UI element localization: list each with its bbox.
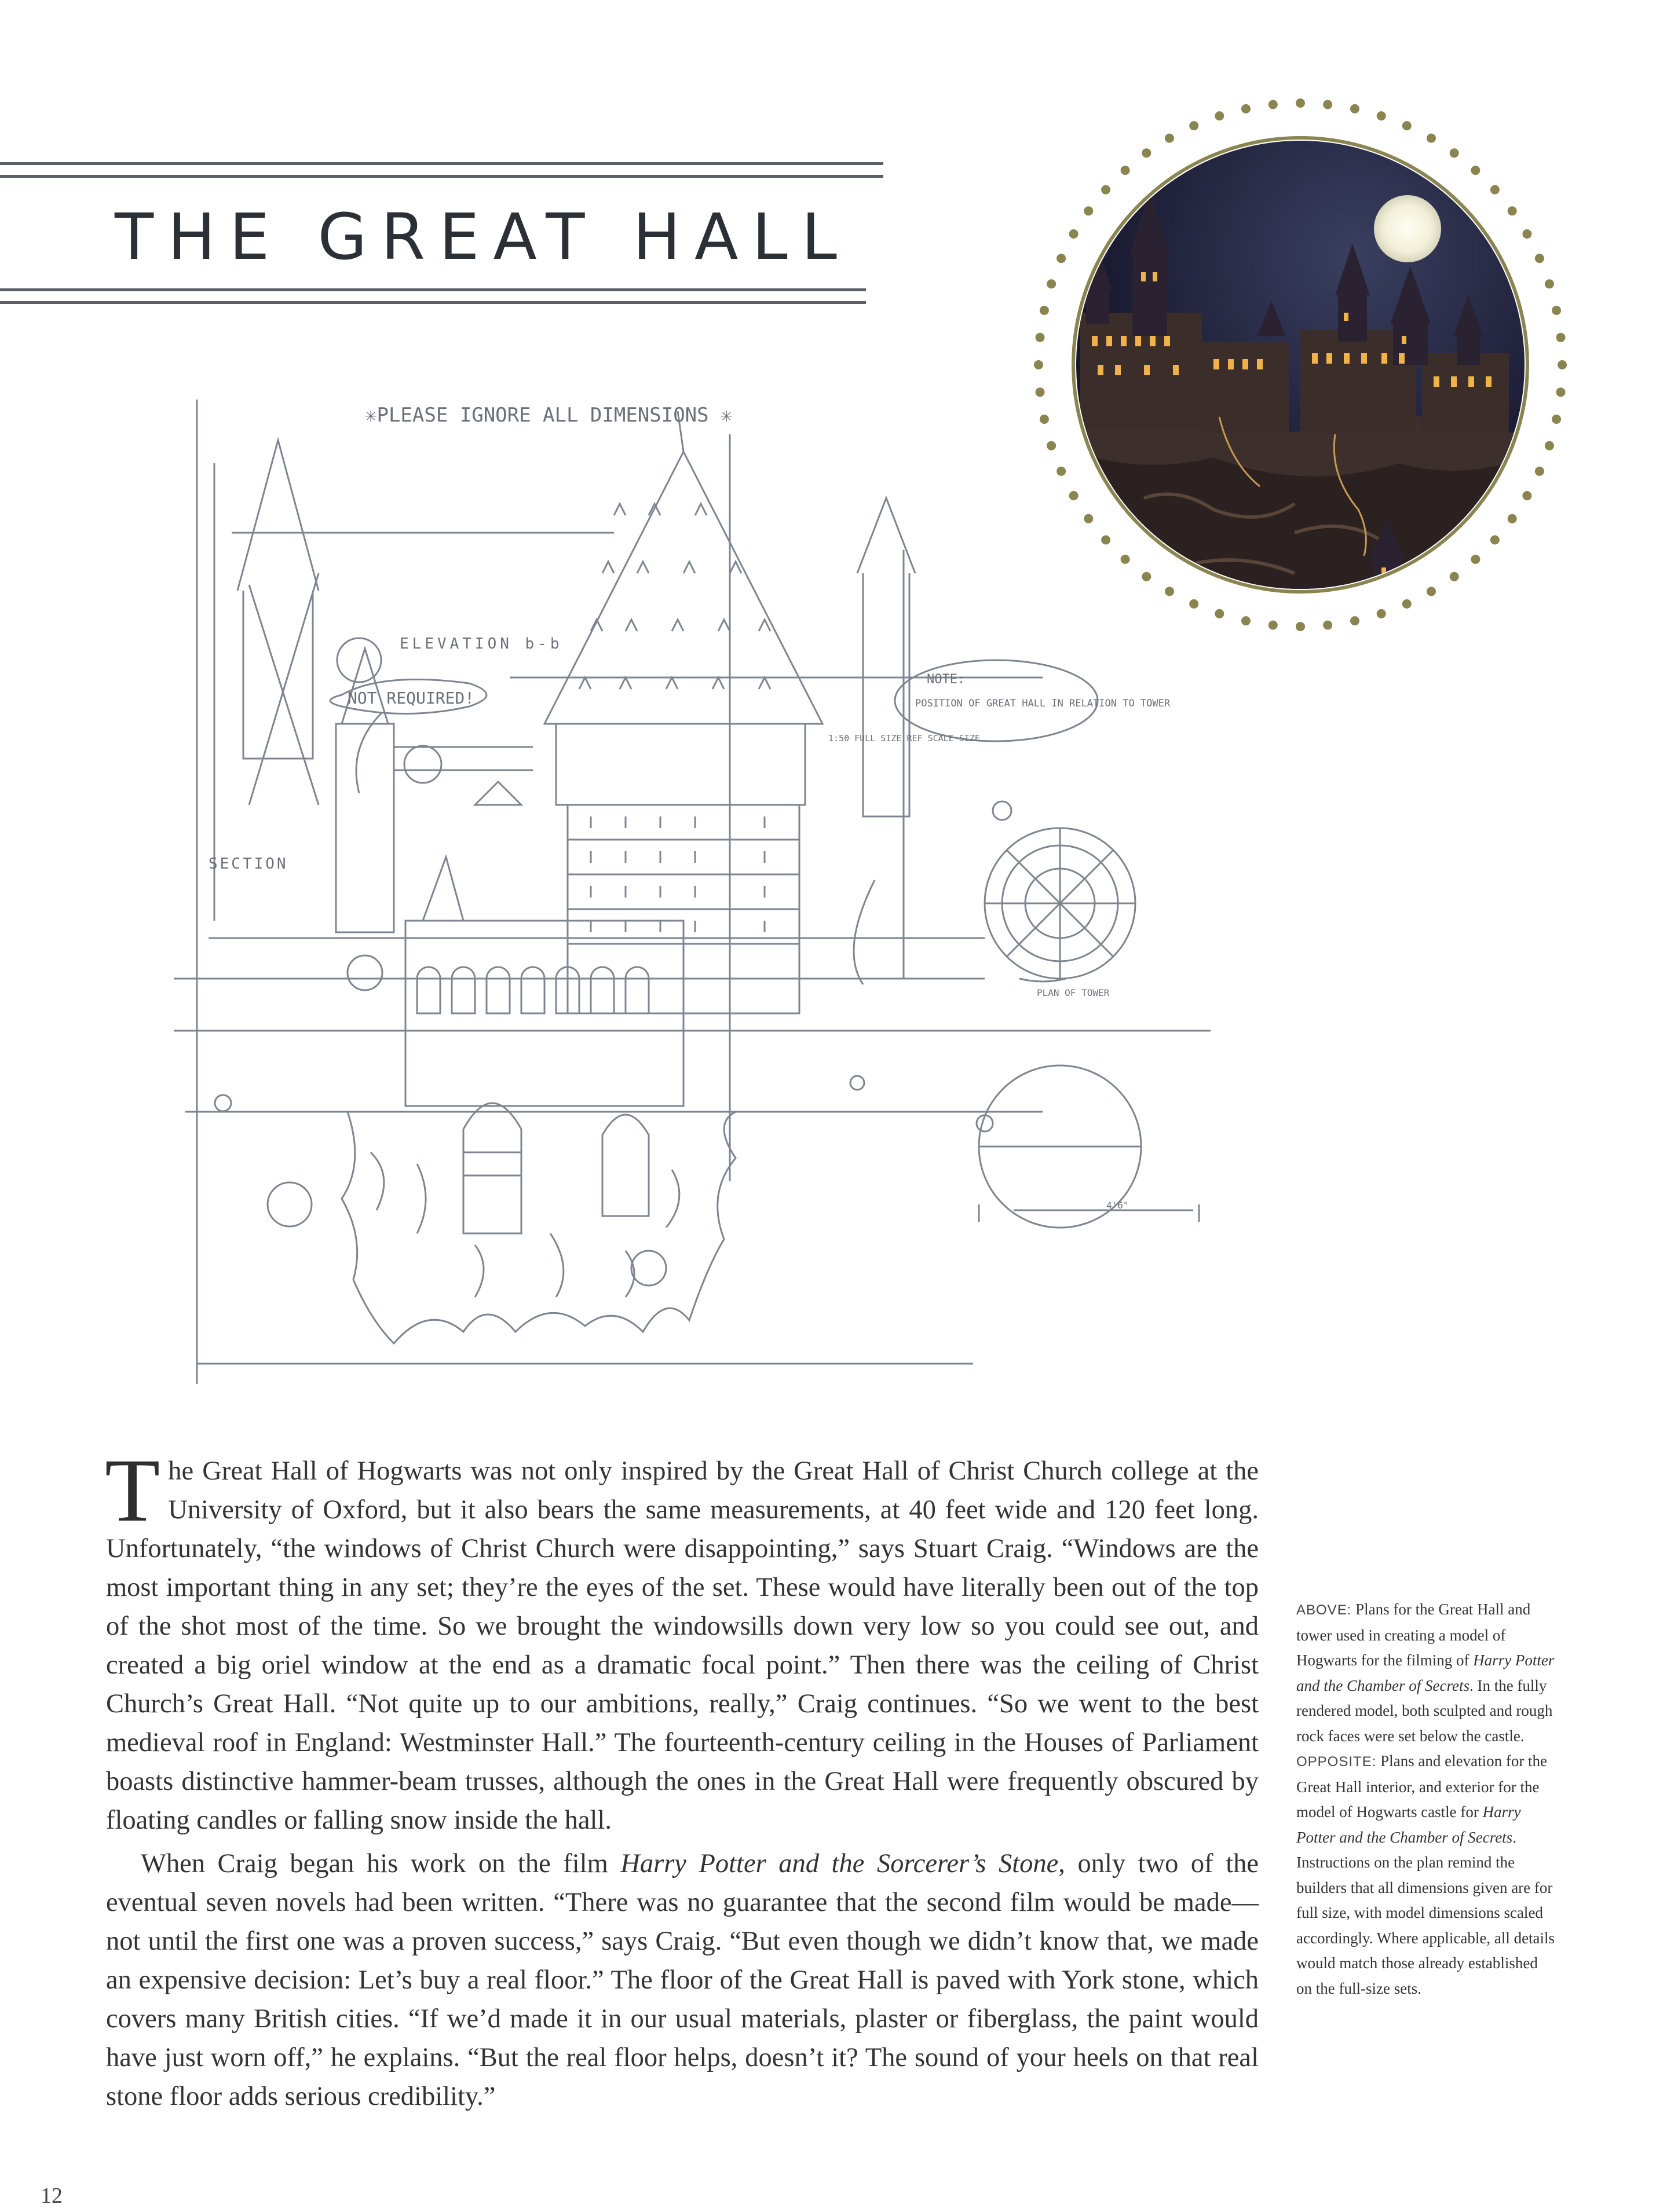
border-dot — [1057, 254, 1066, 263]
border-dot — [1047, 279, 1056, 288]
border-dot — [1047, 441, 1056, 451]
border-dot — [1558, 360, 1567, 369]
border-dot — [1556, 387, 1566, 397]
border-dot — [1165, 134, 1174, 143]
border-dot — [1552, 306, 1561, 315]
border-dot — [1471, 555, 1480, 564]
blueprint-note-title: NOTE: — [927, 672, 966, 687]
border-dot — [1377, 111, 1386, 120]
body-paragraph-2-before: When Craig began his work on the film — [141, 1849, 621, 1878]
border-dot — [1069, 229, 1079, 239]
border-dot — [1323, 100, 1332, 109]
moon-shape — [1374, 195, 1441, 262]
drop-cap: T — [105, 1440, 160, 1540]
border-dot — [1268, 100, 1278, 109]
caption-above-label: ABOVE: — [1296, 1602, 1352, 1618]
border-dot — [1040, 415, 1049, 424]
border-dot — [1142, 572, 1151, 581]
caption-opposite-label: OPPOSITE: — [1296, 1754, 1377, 1770]
blueprint-elevation-label: ELEVATION b-b — [400, 635, 563, 653]
body-paragraph-1-text: he Great Hall of Hogwarts was not only inspired by the Great Hall of Christ Church college at the University of Oxford, but it also bears the same measurements, at 40 feet wide and 120 feet long. Unfortunately, “the windows of Christ Church were disappointing,” says Stuart Craig. “Windows are the most important thing in any set; they’re the eyes of the set. These would have literally been out of the top of the shot most of the time. So we brought the windowsills down very low so you could see out, and created a big oriel window at the end as a dramatic focal point.” Then there was the ceiling of Christ Church’s Great Hall. “Not quite up to our ambitions, really,” Craig continues. “So we went to the best medieval roof in England: Westminster Hall.” The fourteenth-century ceiling in the Houses of Parliament boasts distinctive hammer-beam trusses, although the ones in the Great Hall were frequently obscured by floating candles or falling snow inside the hall. — [106, 1456, 1259, 1835]
caption-opposite-title: Harry Potter and the Chamber of Secrets — [1296, 1803, 1521, 1846]
border-dot — [1545, 279, 1554, 288]
blueprint-plan-label: PLAN OF TOWER — [1037, 987, 1110, 998]
border-dot — [1215, 609, 1224, 618]
border-dot — [1084, 514, 1093, 523]
caption-above — [1296, 1597, 1557, 1749]
border-dot — [1402, 121, 1412, 130]
border-dot — [1535, 467, 1544, 476]
hogwarts-medallion-image — [1028, 93, 1573, 637]
border-dot — [1508, 514, 1517, 523]
border-dot — [1450, 148, 1459, 158]
title-rule-bottom-1 — [0, 288, 866, 291]
border-dot — [1522, 229, 1531, 239]
article-body — [105, 1440, 1259, 2116]
border-dot — [1350, 104, 1359, 113]
border-dot — [1101, 535, 1110, 544]
border-dot — [1189, 121, 1198, 130]
caption-opposite — [1296, 1749, 1557, 2001]
border-dot — [1296, 622, 1305, 631]
border-dot — [1377, 609, 1386, 618]
border-dot — [1508, 206, 1517, 215]
border-dot — [1241, 616, 1251, 625]
title-rule-top-2 — [0, 175, 883, 178]
blueprint-not-required-label: NOT REQUIRED! — [348, 688, 475, 708]
caption-above-text-1: Plans for the Great Hall and tower used in creating a model of Hogwarts for the filming of — [1296, 1601, 1531, 1669]
title-rule-bottom-2 — [0, 301, 866, 304]
border-dot — [1215, 111, 1224, 120]
border-dot — [1121, 166, 1130, 175]
border-dot — [1427, 134, 1436, 143]
border-dot — [1545, 441, 1554, 451]
border-dot — [1552, 415, 1561, 424]
caption-opposite-text-2: . Instructions on the plan remind the builders that all dimensions given are for full size, with model dimensions scaled accordingly. Where applicable, all details would match those already established on the full-size sets. — [1296, 1828, 1555, 1997]
border-dot — [1323, 621, 1332, 630]
border-dot — [1402, 599, 1412, 609]
border-dot — [1427, 587, 1436, 596]
body-paragraph-2 — [106, 1844, 1259, 2116]
border-dot — [1471, 166, 1480, 175]
border-dot — [1490, 185, 1500, 195]
page-title: THE GREAT HALL — [115, 200, 851, 274]
border-dot — [1040, 306, 1049, 315]
border-dot — [1084, 206, 1093, 215]
blueprint-section-label: SECTION — [209, 855, 288, 873]
film-title-sorcerers-stone: Harry Potter and the Sorcerer’s Stone — [620, 1849, 1059, 1878]
blueprint-scale-note: 1:50 FULL SIZE REF SCALE SIZE — [828, 733, 980, 744]
blueprint-note-body: POSITION OF GREAT HALL IN RELATION TO TOWER — [915, 698, 1171, 709]
border-dot — [1296, 98, 1305, 108]
title-rule-top-1 — [0, 162, 883, 165]
border-dot — [1121, 555, 1130, 564]
caption-opposite-text-1: Plans and elevation for the Great Hall interior, and exterior for the model of Hogwarts castle for — [1296, 1752, 1548, 1821]
border-dot — [1069, 491, 1079, 500]
border-dot — [1556, 333, 1566, 342]
figure-caption — [1296, 1597, 1557, 2001]
border-dot — [1057, 467, 1066, 476]
border-dot — [1101, 185, 1110, 195]
border-dot — [1350, 616, 1359, 625]
blueprint-ignore-dimensions-note: ✳PLEASE IGNORE ALL DIMENSIONS ✳ — [365, 404, 733, 427]
border-dot — [1268, 621, 1278, 630]
body-paragraph-2-after: , only two of the eventual seven novels had been written. “There was no guarantee that the second film would be made—not until the first one was a proven success,” says Craig. “But even though we didn’t know that, we made an expensive decision: Let’s buy a real floor.” The floor of the Great Hall is paved with York stone, which covers many British cities. “If we’d made it in our usual materials, plaster or fiberglass, the paint would have just worn off,” he explains. “But the real floor helps, doesn’t it? The sound of your heels on that real stone floor adds serious credibility.” — [106, 1849, 1259, 2111]
caption-above-text-2: . In the fully rendered model, both sculpted and rough rock faces were set below the castle. — [1296, 1676, 1553, 1745]
border-dot — [1535, 254, 1544, 263]
border-dot — [1036, 387, 1045, 397]
border-dot — [1450, 572, 1459, 581]
border-dot — [1522, 491, 1531, 500]
body-paragraph-1 — [105, 1440, 1259, 1840]
border-dot — [1036, 333, 1045, 342]
border-dot — [1165, 587, 1174, 596]
page-number: 12 — [41, 2184, 63, 2208]
border-dot — [1241, 104, 1251, 113]
border-dot — [1142, 148, 1151, 158]
border-dot — [1490, 535, 1500, 544]
border-dot — [1034, 360, 1043, 369]
caption-above-title: Harry Potter and the Chamber of Secrets — [1296, 1651, 1555, 1694]
blueprint-ruler-label: 4'6" — [1106, 1200, 1129, 1211]
border-dot — [1189, 599, 1198, 609]
